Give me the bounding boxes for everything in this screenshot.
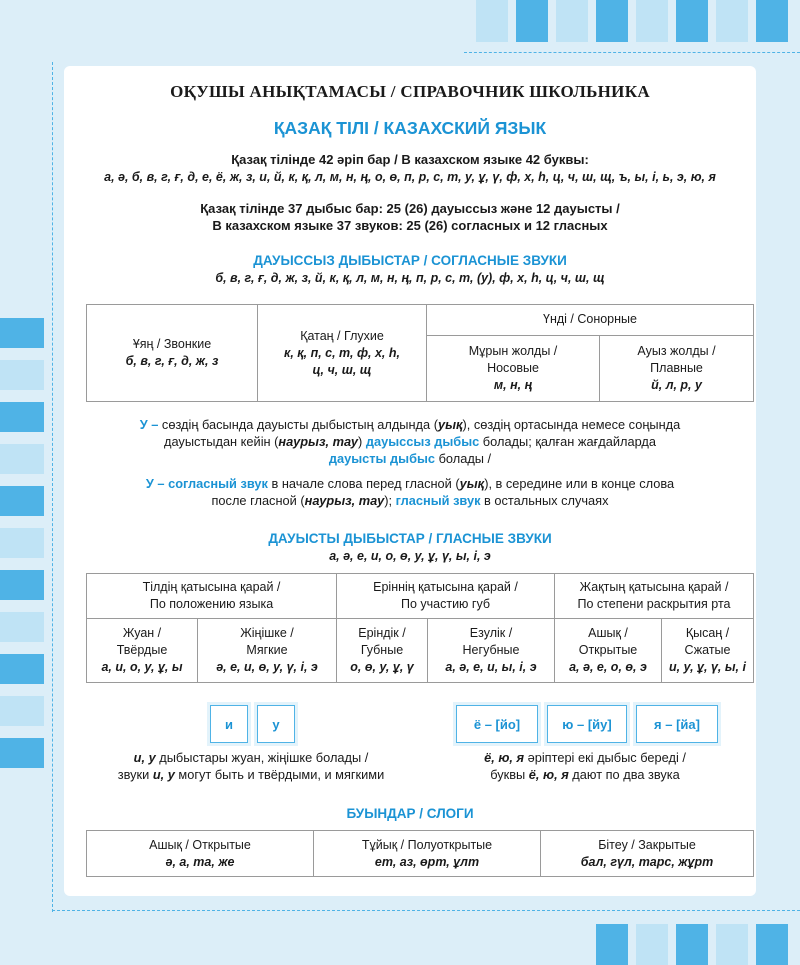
page-title: ОҚУШЫ АНЫҚТАМАСЫ / СПРАВОЧНИК ШКОЛЬНИКА (170, 82, 650, 101)
alphabet-list: а, ә, б, в, г, ғ, д, е, ё, ж, з, и, й, к, қ, л, м, н, ң, о, ө, п, р, с, т, у, ұ, ү, ф, х, һ, ц, ч, ш, щ, ъ, ы, і, ь, э, ю, я (104, 170, 716, 184)
consonants-table (86, 304, 754, 402)
letter-box-i: и (210, 705, 248, 743)
closed-cell: Қысаң / Сжатые и, у, ұ, ү, ы, і (662, 619, 754, 683)
dashed-frame-left (52, 62, 53, 912)
vowels-list: а, ә, е, и, о, ө, у, ұ, ү, ы, і, э (329, 549, 491, 563)
letter-box-u: у (257, 705, 295, 743)
sounds-line-1: Қазақ тілінде 37 дыбыс бар: 25 (26) дауыссыз және 12 дауысты / (200, 201, 620, 216)
syllable-open-cell: Ашық / Открытые ә, а, та, же (87, 831, 314, 877)
dashed-frame-top (464, 52, 800, 53)
note-i-u: и, у дыбыстары жуан, жіңішке болады / звуки и, у могут быть и твёрдыми, и мягкими (117, 750, 385, 782)
syllables-heading: БУЫНДАР / СЛОГИ (346, 806, 474, 821)
sonorant-cell: Үнді / Сонорные (427, 305, 754, 336)
tongue-group: Тілдің қатысына қарай / По положению языка (87, 574, 337, 619)
mouth-group: Жақтың қатысына қарай / По степени раскрытия рта (555, 574, 754, 619)
syllable-closed-cell: Бітеу / Закрытые бал, гүл, тарс, жұрт (541, 831, 754, 877)
hard-cell: Жуан / Твёрдые а, и, о, у, ұ, ы (87, 619, 198, 683)
note-yo-yu-ya: ё, ю, я әріптері екі дыбыс береді / буквы ё, ю, я дают по два звука (484, 750, 686, 782)
soft-cell: Жіңішке / Мягкие ә, е, и, ө, у, ү, і, э (198, 619, 337, 683)
letters-count: Қазақ тілінде 42 әріп бар / В казахском языке 42 буквы: (231, 152, 589, 167)
letter-box-ya: я – [йа] (636, 705, 718, 743)
letter-box-yu: ю – [йу] (547, 705, 627, 743)
syllables-table (86, 830, 754, 877)
oral-cell: Ауыз жолды / Плавные й, л, р, у (600, 335, 754, 401)
consonants-heading: ДАУЫССЫЗ ДЫБЫСТАР / СОГЛАСНЫЕ ЗВУКИ (253, 253, 567, 268)
letter-box-yo: ё – [йо] (456, 705, 538, 743)
vowels-heading: ДАУЫСТЫ ДЫБЫСТАР / ГЛАСНЫЕ ЗВУКИ (268, 531, 552, 546)
u-note-kz: У – сөздің басында дауысты дыбыстың алдында (уық), сөздің ортасында немесе соңында дауыстыдан кейін (наурыз, тау) дауыссыз дыбыс болады; қалған жағдайларда дауысты дыбыс болады / (139, 417, 681, 466)
labial-cell: Еріндік / Губные о, ө, у, ұ, ү (337, 619, 428, 683)
vowels-table (86, 573, 754, 683)
open-cell: Ашық / Открытые а, ә, е, о, ө, э (555, 619, 662, 683)
voiced-cell: Ұяң / Звонкие б, в, г, ғ, д, ж, з (87, 305, 258, 402)
nonlabial-cell: Езулік / Негубные а, ә, е, и, ы, і, э (428, 619, 555, 683)
voiceless-cell: Қатаң / Глухие к, қ, п, с, т, ф, х, һ, ц, ч, ш, щ (258, 305, 427, 402)
nasal-cell: Мұрын жолды / Носовые м, н, ң (427, 335, 600, 401)
syllable-semi-cell: Тұйық / Полуоткрытые ет, аз, өрт, ұлт (314, 831, 541, 877)
u-note-ru: У – согласный звук в начале слова перед гласной (уық), в середине или в конце слова после гласной (наурыз, тау); гласный звук в остальных случаях (145, 476, 675, 508)
dashed-frame-bottom (52, 910, 800, 911)
page-subtitle: ҚАЗАҚ ТІЛІ / КАЗАХСКИЙ ЯЗЫК (273, 118, 547, 138)
consonants-list: б, в, г, ғ, д, ж, з, й, к, қ, л, м, н, ң, п, р, с, т, (у), ф, х, һ, ц, ч, ш, щ (215, 271, 605, 285)
lips-group: Еріннің қатысына қарай / По участию губ (337, 574, 555, 619)
sounds-line-2: В казахском языке 37 звуков: 25 (26) согласных и 12 гласных (212, 218, 608, 233)
